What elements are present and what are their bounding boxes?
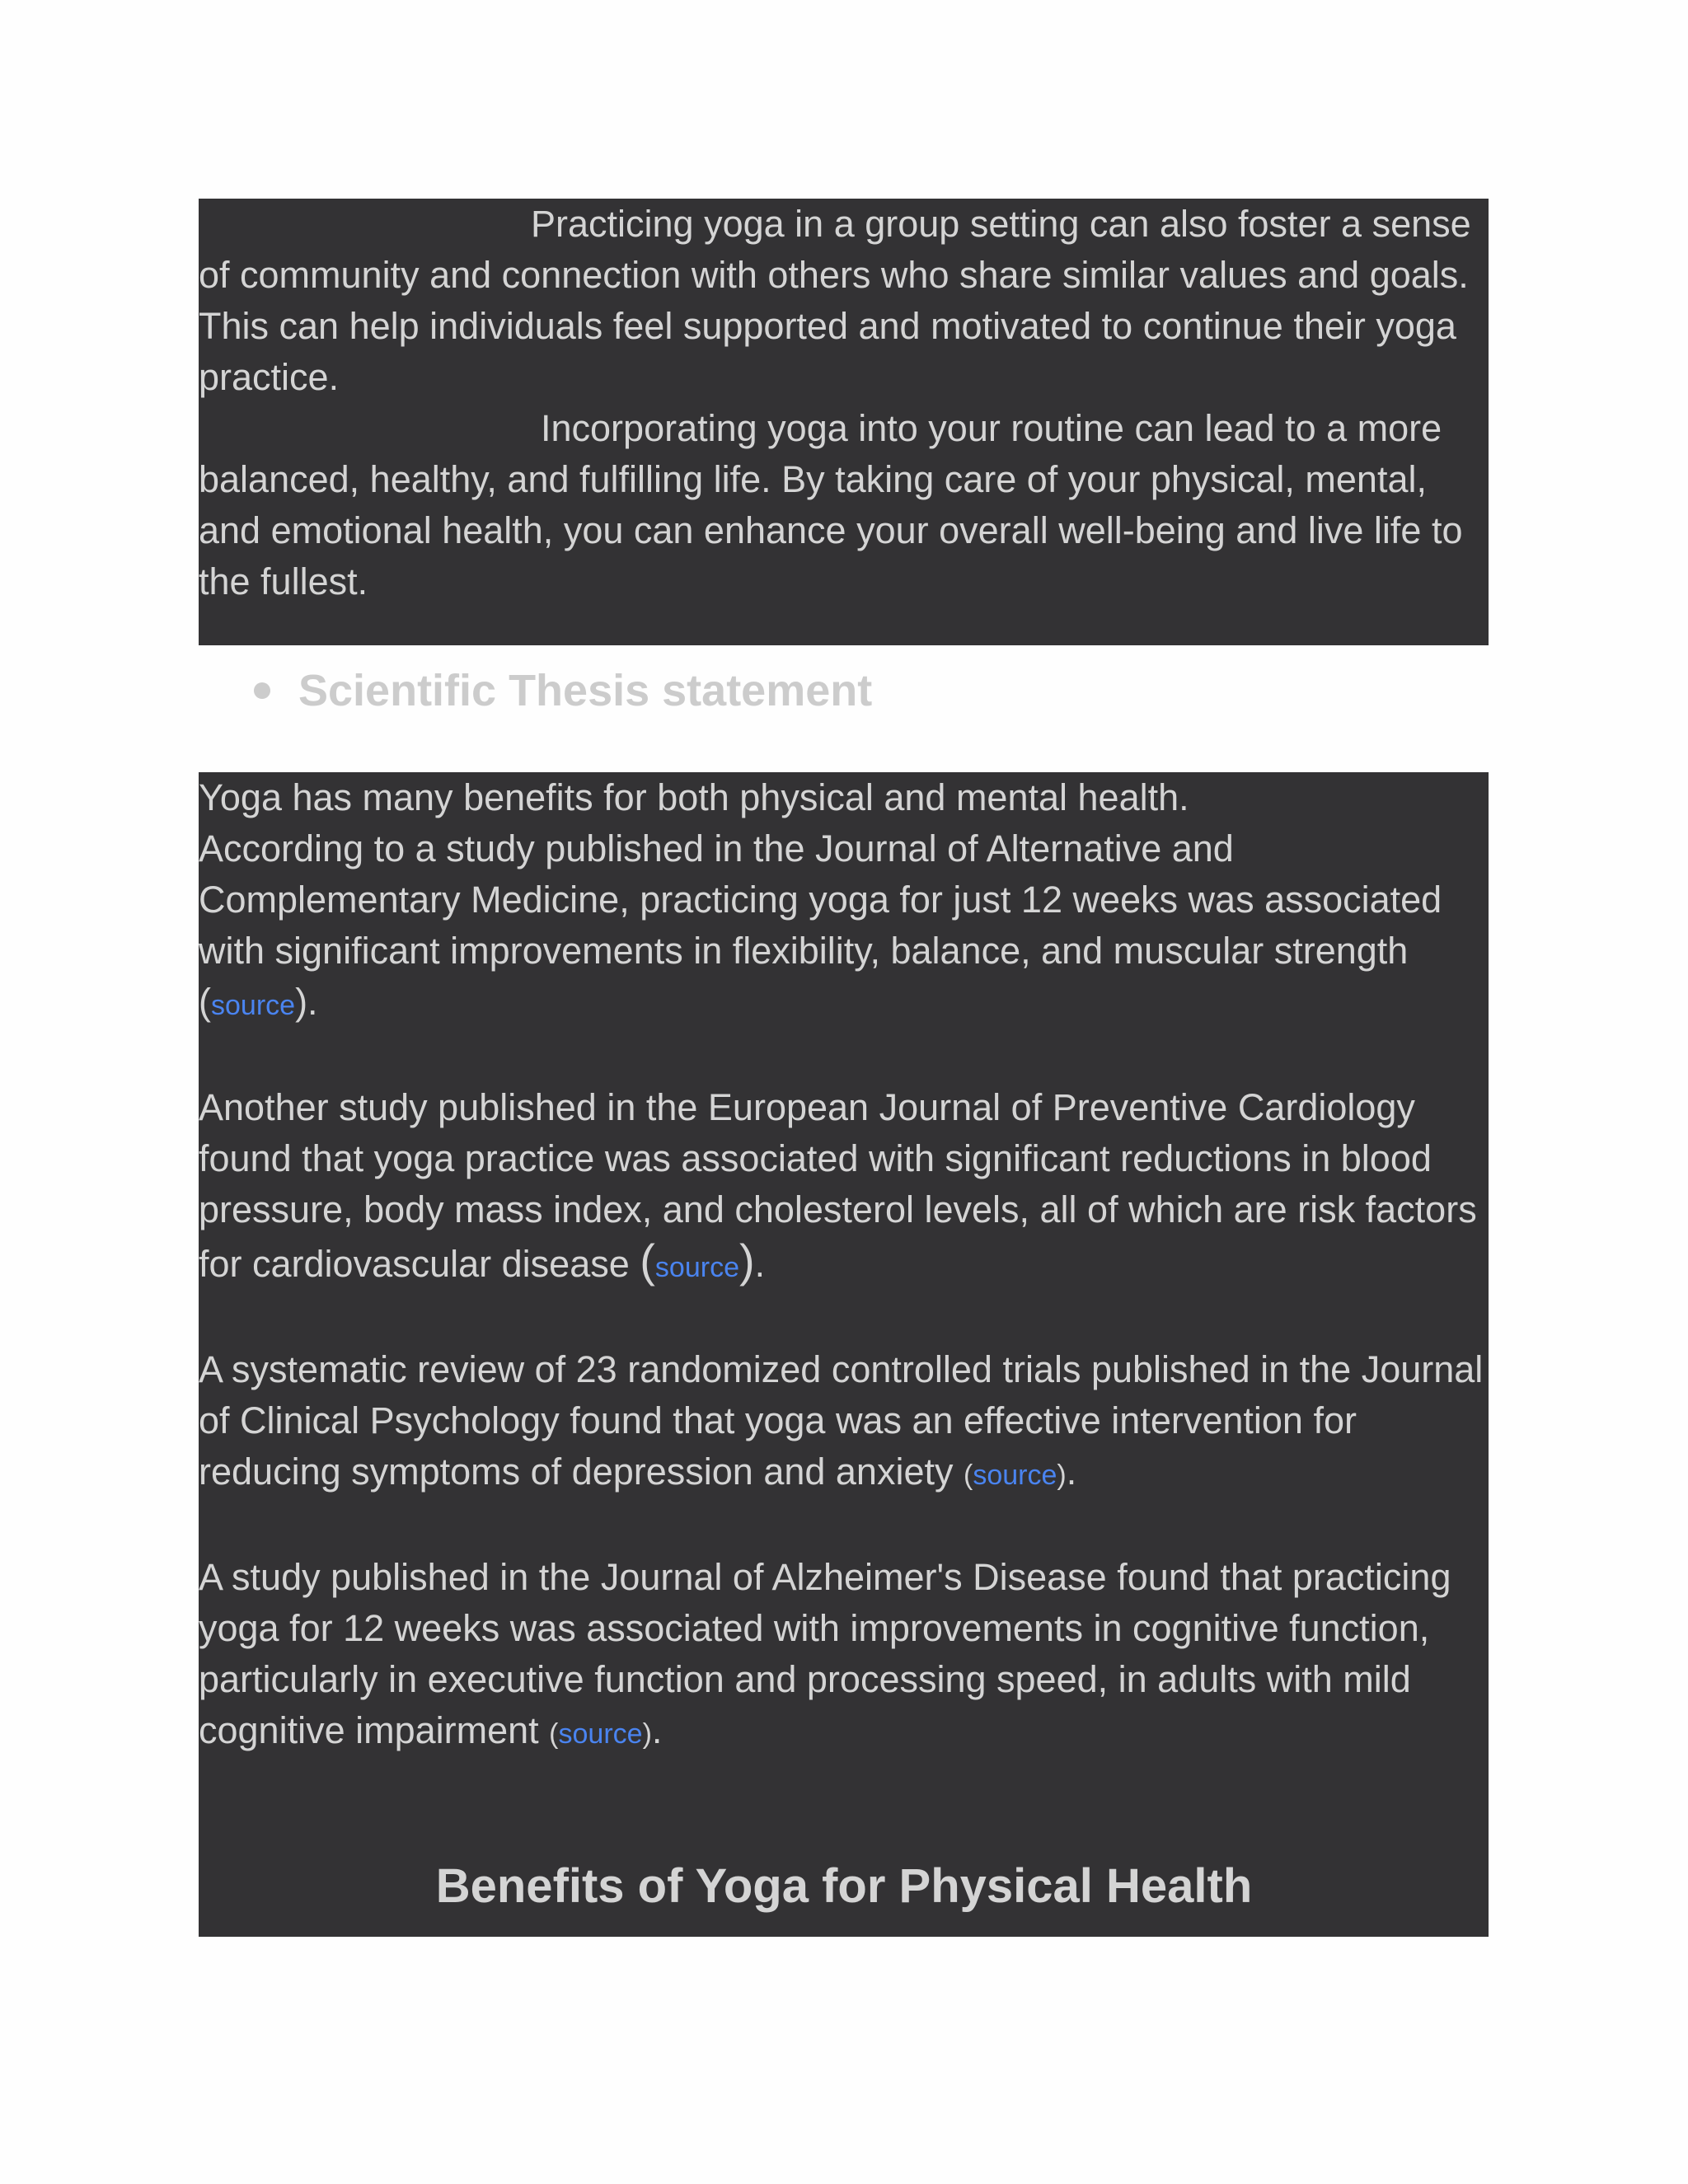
close-paren: )	[642, 1718, 652, 1750]
paragraph-intro: Yoga has many benefits for both physical and mental health.	[199, 776, 1189, 818]
close-paren: )	[738, 1235, 755, 1286]
paragraph-text: Another study published in the European Journal of Preventive Cardiology found that yoga practice was associated with significant reductions in blood pressure, body mass index, and cholesterol levels, all of which are risk factors for cardiovascular disease	[199, 1086, 1477, 1285]
bullet-heading-thesis	[246, 662, 872, 719]
paragraph-balanced-life: Incorporating yoga into your routine can lead to a more balanced, healthy, and fulfilling life. By taking care of your physical, mental, and emotional health, you can enhance your overall well-being and live life to the fullest.	[199, 407, 1463, 602]
paragraph-spacer	[199, 1031, 1489, 1082]
paragraph-text: A study published in the Journal of Alzheimer's Disease found that practicing yoga for 12 weeks was associated with improvements in cognitive function, particularly in executive function and processing speed, in adults with mild cognitive impairment	[199, 1556, 1451, 1751]
paragraph-study-depression: A systematic review of 23 randomized controlled trials published in the Journal of Clinical Psychology found that yoga was an effective intervention for reducing symptoms of depression and anxiety (source).	[199, 1348, 1484, 1493]
paragraph-study-cardiology: Another study published in the European Journal of Preventive Cardiology found that yoga practice was associated with significant reductions in blood pressure, body mass index, and cholesterol levels, all of which are risk factors for cardiovascular disease (source).	[199, 1086, 1477, 1286]
open-paren: (	[640, 1235, 655, 1286]
dark-text-block-main	[199, 772, 1489, 1937]
paragraph-text: According to a study published in the Journal of Alternative and Complementary Medicine, practicing yoga for just 12 weeks was associated with significant improvements in flexibility, balance, and muscular strength	[199, 827, 1442, 972]
close-paren: )	[1057, 1460, 1067, 1491]
open-paren: (	[964, 1460, 973, 1491]
source-link-1[interactable]: source	[211, 990, 296, 1021]
paragraph-community: Practicing yoga in a group setting can also foster a sense of community and connection with others who share similar values and goals. This can help individuals feel supported and motivated to continue their yoga practice.	[199, 203, 1471, 398]
section-heading-physical-health: Benefits of Yoga for Physical Health	[435, 1859, 1253, 1913]
source-link-4[interactable]: source	[558, 1718, 643, 1750]
open-paren: (	[549, 1718, 559, 1750]
paragraph-spacer	[199, 1293, 1489, 1344]
dark-text-block-top	[199, 199, 1489, 645]
paragraph-text: A systematic review of 23 randomized controlled trials published in the Journal of Clinical Psychology found that yoga was an effective intervention for reducing symptoms of depression and anxiety	[199, 1348, 1484, 1493]
source-link-2[interactable]: source	[654, 1252, 739, 1283]
paragraph-study-alzheimers: A study published in the Journal of Alzheimer's Disease found that practicing yoga for 12 weeks was associated with improvements in cognitive function, particularly in executive function and processing speed, in adults with mild cognitive impairment (source).	[199, 1556, 1451, 1751]
paragraph-study-flexibility: According to a study published in the Journal of Alternative and Complementary Medicine, practicing yoga for just 12 weeks was associated with significant improvements in flexibility, balance, and muscular strength (source).	[199, 827, 1442, 1023]
bullet-heading-text: Scientific Thesis statement	[298, 666, 873, 715]
source-link-3[interactable]: source	[973, 1460, 1057, 1491]
bullet-dot-icon	[254, 682, 270, 699]
paragraph-spacer	[199, 1501, 1489, 1552]
